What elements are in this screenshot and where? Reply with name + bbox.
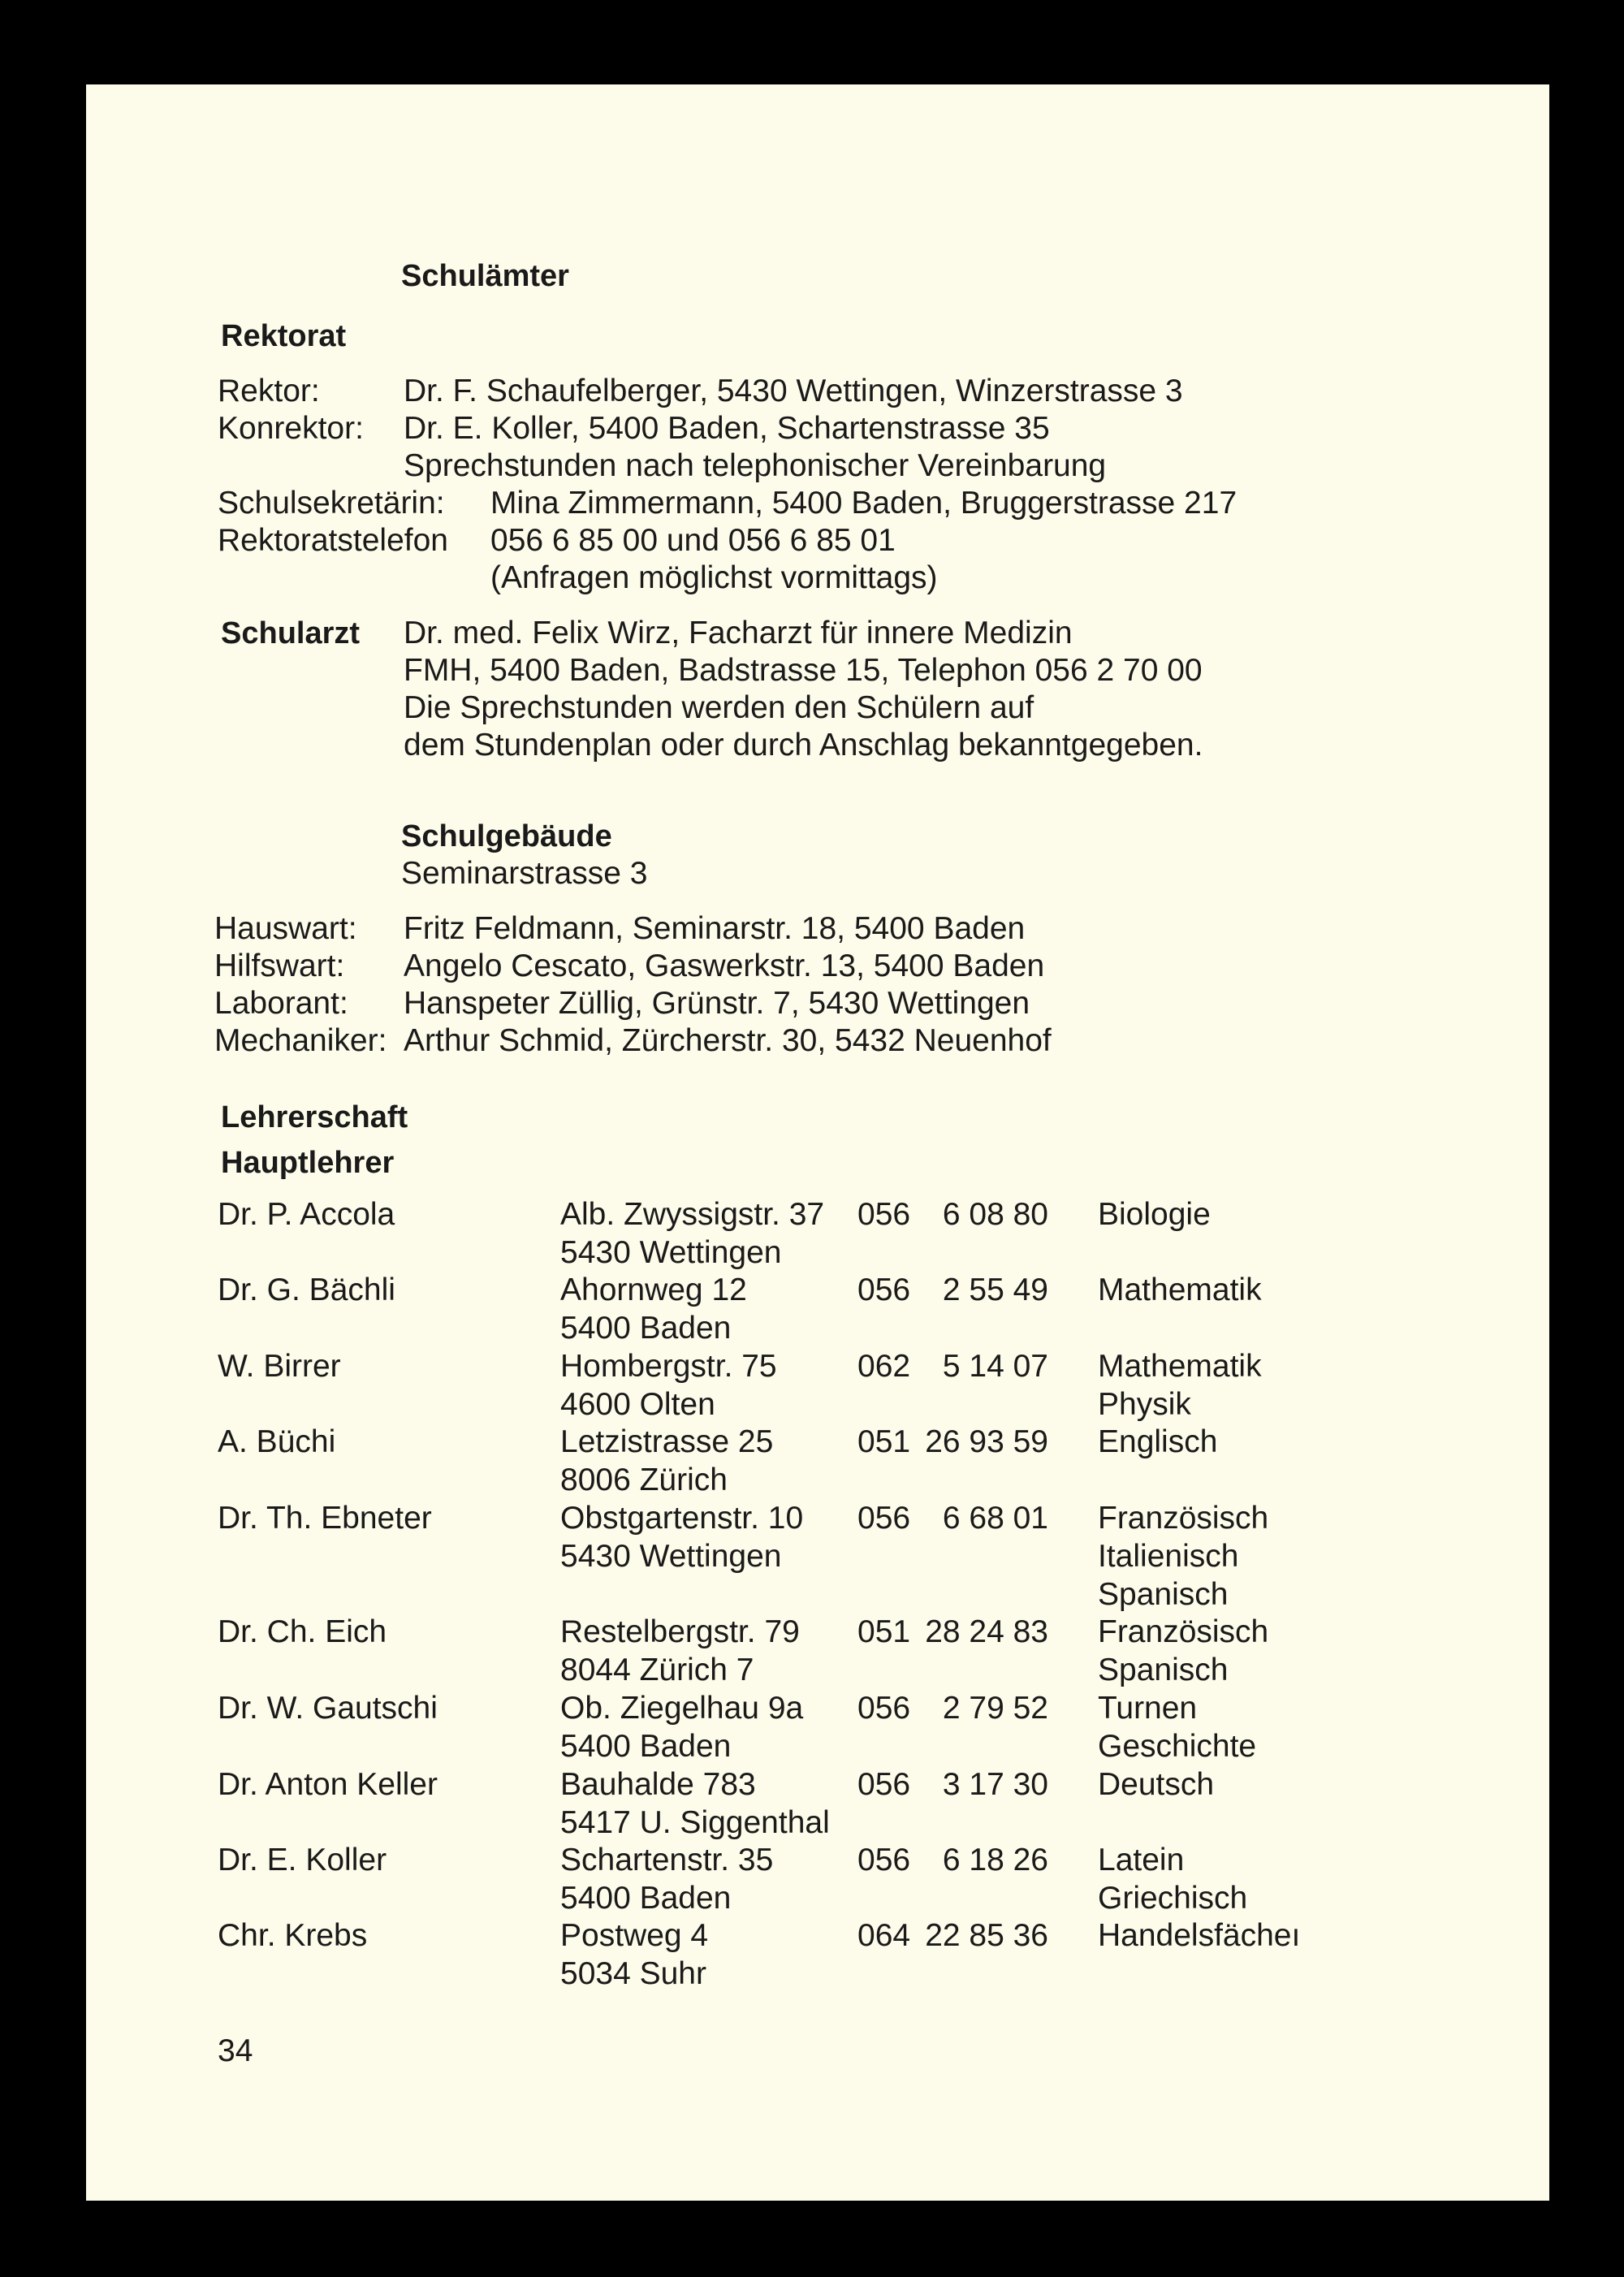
teacher-street: Obstgartenstr. 10: [560, 1501, 804, 1536]
teacher-name: Chr. Krebs: [218, 1918, 368, 1953]
teacher-subject: Geschichte: [1098, 1729, 1257, 1764]
teacher-name: Dr. P. Accola: [218, 1197, 395, 1232]
hauptlehrer-heading: Hauptlehrer: [221, 1146, 395, 1180]
teacher-subject: Latein: [1098, 1843, 1185, 1877]
teacher-phone: 6 18 26: [942, 1843, 1048, 1877]
teacher-city: 8044 Zürich 7: [560, 1653, 754, 1687]
teacher-area-code: 056: [857, 1197, 911, 1232]
teacher-name: Dr. Anton Keller: [218, 1767, 438, 1802]
teacher-area-code: 064: [857, 1918, 911, 1953]
teacher-street: Ob. Ziegelhau 9a: [560, 1691, 804, 1726]
teacher-name: Dr. G. Bächli: [218, 1272, 395, 1307]
schularzt-label: Schularzt: [221, 616, 361, 650]
schularzt-line: dem Stundenplan oder durch Anschlag bekanntgegeben.: [404, 728, 1203, 763]
staff-role: Laborant:: [214, 986, 348, 1021]
teacher-subject: Griechisch: [1098, 1881, 1248, 1916]
rektoratstelefon-text: 056 6 85 00 und 056 6 85 01: [490, 523, 896, 558]
schulgebaeude-heading: Schulgebäude: [401, 819, 612, 853]
teacher-subject: Spanisch: [1098, 1653, 1229, 1687]
teacher-city: 4600 Olten: [560, 1387, 715, 1422]
teacher-subject: Biologie: [1098, 1197, 1211, 1232]
schulgebaeude-address: Seminarstrasse 3: [401, 856, 648, 891]
teacher-area-code: 051: [857, 1614, 911, 1649]
teacher-phone: 2 79 52: [942, 1691, 1048, 1726]
teacher-street: Schartenstr. 35: [560, 1843, 774, 1877]
teacher-name: A. Büchi: [218, 1424, 336, 1459]
teacher-name: Dr. Th. Ebneter: [218, 1501, 432, 1536]
teacher-subject: Mathematik: [1098, 1349, 1262, 1384]
teacher-phone: 28 24 83: [925, 1614, 1048, 1649]
sprechstunden-text: Sprechstunden nach telephonischer Vereinbarung: [404, 448, 1107, 483]
teacher-street: Bauhalde 783: [560, 1767, 756, 1802]
teacher-street: Postweg 4: [560, 1918, 709, 1953]
teacher-subject: Mathematik: [1098, 1272, 1262, 1307]
teacher-name: W. Birrer: [218, 1349, 341, 1384]
teacher-street: Hombergstr. 75: [560, 1349, 777, 1384]
page-number: 34: [218, 2033, 253, 2068]
teacher-area-code: 056: [857, 1272, 911, 1307]
teacher-street: Alb. Zwyssigstr. 37: [560, 1197, 825, 1232]
staff-text: Fritz Feldmann, Seminarstr. 18, 5400 Baden: [404, 911, 1026, 946]
teacher-area-code: 056: [857, 1843, 911, 1877]
teacher-subject: Französisch: [1098, 1614, 1269, 1649]
staff-text: Arthur Schmid, Zürcherstr. 30, 5432 Neuenhof: [404, 1023, 1052, 1058]
teacher-name: Dr. Ch. Eich: [218, 1614, 387, 1649]
staff-role: Hauswart:: [214, 911, 357, 946]
teacher-phone: 3 17 30: [942, 1767, 1048, 1802]
teacher-city: 5417 U. Siggenthal: [560, 1805, 830, 1840]
page-title: Schulämter: [401, 259, 569, 293]
teacher-city: 5400 Baden: [560, 1311, 732, 1346]
teacher-city: 5034 Suhr: [560, 1956, 706, 1991]
teacher-street: Ahornweg 12: [560, 1272, 747, 1307]
teacher-phone: 6 08 80: [942, 1197, 1048, 1232]
konrektor-text: Dr. E. Koller, 5400 Baden, Schartenstrasse 35: [404, 411, 1050, 446]
teacher-subject: Italienisch: [1098, 1539, 1239, 1574]
teacher-street: Letzistrasse 25: [560, 1424, 774, 1459]
schulsekretaerin-text: Mina Zimmermann, 5400 Baden, Bruggerstrasse 217: [490, 486, 1237, 521]
staff-text: Angelo Cescato, Gaswerkstr. 13, 5400 Baden: [404, 948, 1045, 983]
teacher-area-code: 056: [857, 1767, 911, 1802]
staff-role: Mechaniker:: [214, 1023, 387, 1058]
staff-role: Hilfswart:: [214, 948, 345, 983]
teacher-phone: 22 85 36: [925, 1918, 1048, 1953]
teacher-phone: 26 93 59: [925, 1424, 1048, 1459]
teacher-city: 8006 Zürich: [560, 1463, 728, 1497]
teacher-area-code: 056: [857, 1501, 911, 1536]
rektorat-heading: Rektorat: [221, 319, 347, 353]
teacher-subject: Turnen: [1098, 1691, 1198, 1726]
schularzt-line: Dr. med. Felix Wirz, Facharzt für innere Medizin: [404, 616, 1073, 650]
teacher-area-code: 062: [857, 1349, 911, 1384]
schularzt-line: FMH, 5400 Baden, Badstrasse 15, Telephon 056 2 70 00: [404, 653, 1203, 688]
konrektor-label: Konrektor:: [218, 411, 364, 446]
teacher-subject: Spanisch: [1098, 1577, 1229, 1612]
teacher-area-code: 056: [857, 1691, 911, 1726]
teacher-subject: Englisch: [1098, 1424, 1218, 1459]
rektor-text: Dr. F. Schaufelberger, 5430 Wettingen, Winzerstrasse 3: [404, 374, 1183, 408]
lehrerschaft-heading: Lehrerschaft: [221, 1100, 408, 1134]
teacher-street: Restelbergstr. 79: [560, 1614, 800, 1649]
teacher-phone: 6 68 01: [942, 1501, 1048, 1536]
rektor-label: Rektor:: [218, 374, 320, 408]
teacher-city: 5400 Baden: [560, 1881, 732, 1916]
rektoratstelefon-label: Rektoratstelefon: [218, 523, 448, 558]
teacher-subject: Handelsfächeı: [1098, 1918, 1301, 1953]
teacher-subject: Französisch: [1098, 1501, 1269, 1536]
teacher-city: 5430 Wettingen: [560, 1539, 782, 1574]
schulsekretaerin-label: Schulsekretärin:: [218, 486, 445, 521]
teacher-phone: 5 14 07: [942, 1349, 1048, 1384]
teacher-city: 5430 Wettingen: [560, 1235, 782, 1270]
staff-text: Hanspeter Züllig, Grünstr. 7, 5430 Wettingen: [404, 986, 1030, 1021]
teacher-subject: Physik: [1098, 1387, 1191, 1422]
anfragen-text: (Anfragen möglichst vormittags): [490, 560, 938, 595]
teacher-name: Dr. W. Gautschi: [218, 1691, 438, 1726]
teacher-name: Dr. E. Koller: [218, 1843, 387, 1877]
teacher-area-code: 051: [857, 1424, 911, 1459]
schularzt-line: Die Sprechstunden werden den Schülern auf: [404, 690, 1034, 725]
teacher-subject: Deutsch: [1098, 1767, 1215, 1802]
teacher-city: 5400 Baden: [560, 1729, 732, 1764]
document-page: [86, 84, 1549, 2201]
teacher-phone: 2 55 49: [942, 1272, 1048, 1307]
